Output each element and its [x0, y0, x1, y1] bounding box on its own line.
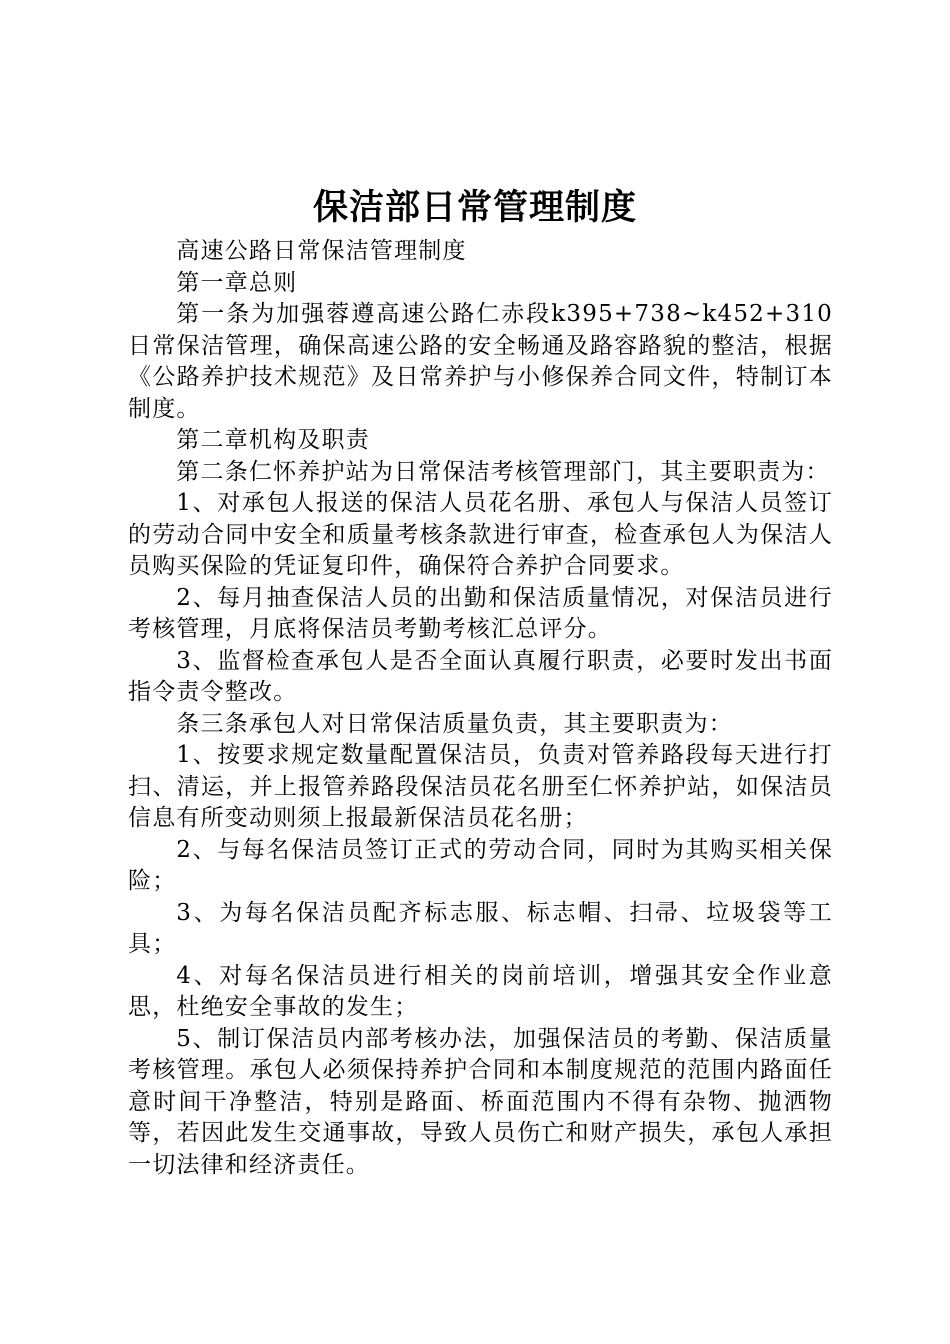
paragraph-chapter-2-heading: 第二章机构及职责 [176, 427, 370, 453]
paragraph-article-3-item-2: 2、与每名保洁员签订正式的劳动合同，同时为其购买相关保险； [128, 836, 833, 894]
document-title: 保洁部日常管理制度 [312, 187, 637, 228]
paragraph-article-3-item-3: 3、为每名保洁员配齐标志服、标志帽、扫帚、垃圾袋等工具； [128, 899, 833, 957]
paragraph-article-2-item-2: 2、每月抽查保洁人员的出勤和保洁质量情况，对保洁员进行考核管理，月底将保洁员考勤考核汇总评分。 [128, 584, 833, 642]
paragraph-article-3-item-1: 1、按要求规定数量配置保洁员，负责对管养路段每天进行打扫、清运，并上报管养路段保洁员花名册至仁怀养护站，如保洁员信息有所变动则须上报最新保洁员花名册； [128, 742, 833, 831]
document-body [128, 236, 833, 1181]
paragraph-article-3-item-5: 5、制订保洁员内部考核办法，加强保洁员的考勤、保洁质量考核管理。承包人必须保持养护合同和本制度规范的范围内路面任意时间干净整洁，特别是路面、桥面范围内不得有杂物、抛洒物等，若因此发生交通事故，导致人员伤亡和财产损失，承包人承担一切法律和经济责任。 [128, 1025, 833, 1178]
paragraph-chapter-1-heading: 第一章总则 [176, 269, 298, 296]
paragraph-article-2-item-1: 1、对承包人报送的保洁人员花名册、承包人与保洁人员签订的劳动合同中安全和质量考核条款进行审查，检查承包人为保洁人员购买保险的凭证复印件，确保符合养护合同要求。 [128, 490, 833, 579]
paragraph-article-3: 条三条承包人对日常保洁质量负责，其主要职责为： [176, 710, 733, 737]
paragraph-article-1: 第一条为加强蓉遵高速公路仁赤段k395+738~k452+310日常保洁管理，确保高速公路的安全畅通及路容路貌的整洁，根据《公路养护技术规范》及日常养护与小修保养合同文件，特制订本制度。 [128, 301, 833, 422]
paragraph-article-2: 第二条仁怀养护站为日常保洁考核管理部门，其主要职责为： [176, 458, 830, 485]
paragraph-article-2-item-3: 3、监督检查承包人是否全面认真履行职责，必要时发出书面指令责令整改。 [128, 647, 833, 705]
paragraph-subtitle: 高速公路日常保洁管理制度 [176, 238, 467, 264]
paragraph-article-3-item-4: 4、对每名保洁员进行相关的岗前培训，增强其安全作业意思，杜绝安全事故的发生； [128, 962, 833, 1020]
